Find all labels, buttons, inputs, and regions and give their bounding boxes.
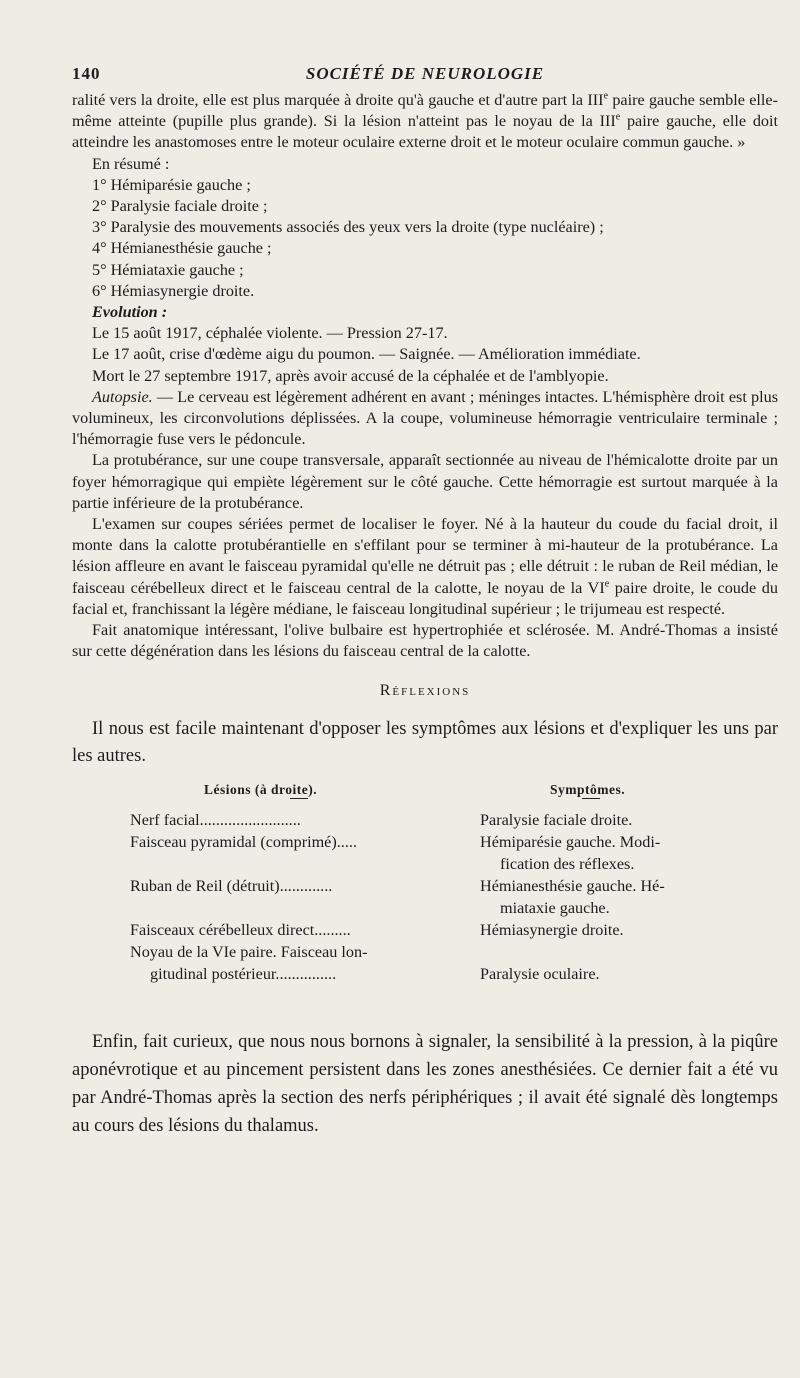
intro-paragraph: Il nous est facile maintenant d'opposer les symptômes aux lésions et d'expliquer les uns par les autres.	[72, 719, 778, 767]
resume-item: 3° Paralysie des mouvements associés des yeux vers la droite (type nucléaire) ;	[92, 218, 604, 237]
protuberance-paragraph: La protubérance, sur une coupe transversale, apparaît sectionnée au niveau de l'hémicalotte droite par un foyer hémorragique qui empiète légèrement sur le côté gauche. Cette hémorragie est surtout marquée à la partie inférieure de la protubérance.	[72, 451, 778, 512]
running-title: SOCIÉTÉ DE NEUROLOGIE	[305, 64, 545, 83]
evolution-line: Le 15 août 1917, céphalée violente. — Pression 27-17.	[92, 324, 448, 343]
autopsy-paragraph: Autopsie. — Le cerveau est légèrement adhérent en avant ; méninges intactes. L'hémisphère droit est plus volumineux, les circonvolutions déplissées. A la coupe, volumineuse hémorragie ventriculaire terminale ; l'hémorragie fuse vers le pédoncule.	[72, 387, 778, 449]
resume-label: En résumé :	[92, 154, 170, 173]
evolution-line: Mort le 27 septembre 1917, après avoir accusé de la céphalée et de l'amblyopie.	[92, 366, 609, 385]
resume-item: 4° Hémianesthésie gauche ;	[92, 239, 272, 258]
document-page	[72, 60, 778, 1140]
resume-item: 1° Hémiparésie gauche ;	[92, 175, 251, 194]
fait-paragraph: Fait anatomique intéressant, l'olive bulbaire est hypertrophiée et sclérosée. M. André-Thomas a insisté sur cette dégénération dans les lésions du faisceau central de la calotte.	[72, 621, 778, 661]
resume-item: 6° Hémiasynergie droite.	[92, 281, 255, 300]
page-header	[72, 60, 778, 90]
resume-item: 5° Hémiataxie gauche ;	[92, 260, 244, 279]
page-number: 140	[72, 64, 101, 83]
examen-paragraph: L'examen sur coupes sériées permet de localiser le foyer. Né à la hauteur du coude du facial droit, il monte dans la calotte protubérantielle en s'effilant pour se terminer à mi-hauteur de la protubérance. La lésion affleure en avant le faisceau pyramidal qu'elle ne détruit pas ; elle détruit : le ruban de Reil médian, le faisceau cérébelleux direct et le faisceau central de la calotte, le noyau de la VIe paire droite, le coude du facial et, franchissant la légère médiane, le faisceau longitudinal supérieur ; le trijumeau est respecté.	[72, 515, 778, 618]
section-title: Réflexions	[379, 682, 471, 700]
conclusion-block	[72, 1028, 778, 1140]
col-header-lesions: Lésions (à droite).	[204, 782, 318, 798]
resume-item: 2° Paralysie faciale droite ;	[92, 197, 268, 216]
evolution-line: Le 17 août, crise d'œdème aigu du poumon. — Saignée. — Amélioration immédiate.	[92, 345, 641, 364]
evolution-label: Evolution :	[92, 303, 168, 322]
lesions-symptoms-table: Lésions (à droite). Symptômes. Nerf facial......................... Paralysie faciale droite. Faisceau pyramidal (comprimé)..... Hémiparésie gauche. Modi- fication des réflexes. Ruban de Reil (détruit)............. Hémianesthésie gauche. Hé- miataxie gauche. Faisceaux cérébelleux direct......... Hémiasynergie droite. Noyau de la VIe paire. Faisceau lon- gitudinal postérieur............... Paralysie oculaire.	[130, 782, 665, 984]
conclusion-paragraph: Enfin, fait curieux, que nous nous bornons à signaler, la sensibilité à la pression, à la piqûre aponévrotique et au pincement persistent dans les zones anesthésiées. Ce dernier fait a été vu par André-Thomas après la section des nerfs périphériques ; il avait été signalé dès longtemps au cours des lésions du thalamus.	[72, 1032, 778, 1137]
header-divider	[290, 798, 308, 799]
paragraph-continuation: ralité vers la droite, elle est plus marquée à droite qu'à gauche et d'autre part la IIIe paire gauche semble elle-même atteinte (pupille plus grande). Si la lésion n'atteint pas le noyau de la IIIe paire gauche, elle doit atteindre les anastomoses entre le moteur oculaire externe droit et le moteur oculaire commun gauche. »	[72, 90, 778, 152]
col-header-symptoms: Symptômes.	[550, 782, 626, 798]
header-divider	[582, 798, 600, 799]
